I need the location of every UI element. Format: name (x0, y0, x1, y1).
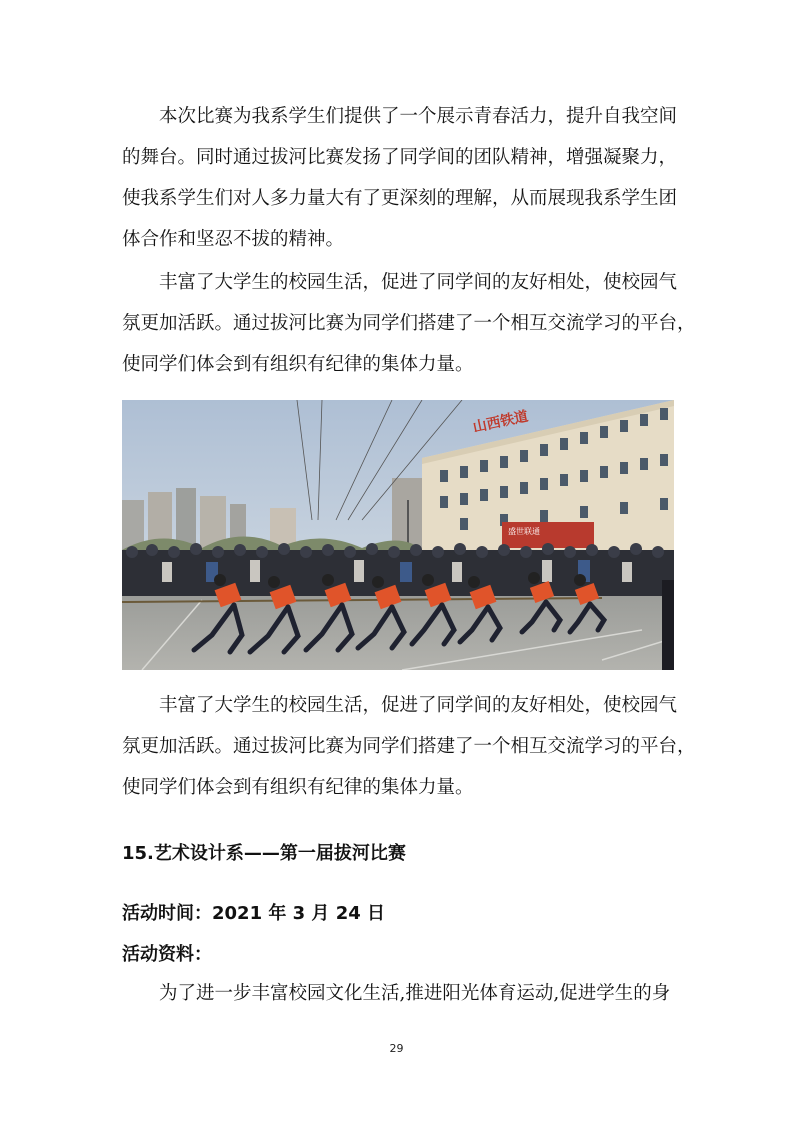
paragraph-campus-life (122, 262, 696, 385)
photo-illustration (122, 400, 674, 670)
text-line: 使我系学生们对人多力量大有了更深刻的理解，从而展现我系学生团 (122, 188, 678, 209)
section-heading: 15.艺术设计系——第一届拔河比赛 (122, 843, 406, 864)
paragraph-campus-life-repeat (122, 685, 696, 808)
paragraph-team-spirit (122, 96, 682, 260)
shop-sign: 盛世联通 (508, 527, 540, 536)
text-line: 使同学们体会到有组织有纪律的集体力量。 (122, 777, 474, 798)
text-line: 丰富了大学生的校园生活，促进了同学间的友好相处，使校园气 (159, 272, 678, 293)
paragraph-activity-intro (122, 973, 682, 1014)
activity-material-label: 活动资料： (122, 944, 212, 965)
page-number: 29 (389, 1042, 404, 1055)
tug-of-war-photo (122, 400, 674, 670)
text-line: 氛更加活跃。通过拔河比赛为同学们搭建了一个相互交流学习的平台， (122, 313, 696, 334)
text-line: 氛更加活跃。通过拔河比赛为同学们搭建了一个相互交流学习的平台， (122, 736, 696, 757)
text-line: 为了进一步丰富校园文化生活,推进阳光体育运动,促进学生的身 (159, 983, 671, 1004)
text-line: 的舞台。同时通过拔河比赛发扬了同学间的团队精神，增强凝聚力， (122, 147, 678, 168)
text-line: 本次比赛为我系学生们提供了一个展示青春活力，提升自我空间 (159, 106, 678, 127)
building-sign: 山西铁道 (471, 408, 530, 436)
activity-time: 活动时间：2021 年 3 月 24 日 (122, 903, 386, 924)
text-line: 使同学们体会到有组织有纪律的集体力量。 (122, 354, 474, 375)
text-line: 丰富了大学生的校园生活，促进了同学间的友好相处，使校园气 (159, 695, 678, 716)
text-line: 体合作和坚忍不拔的精神。 (122, 229, 345, 250)
